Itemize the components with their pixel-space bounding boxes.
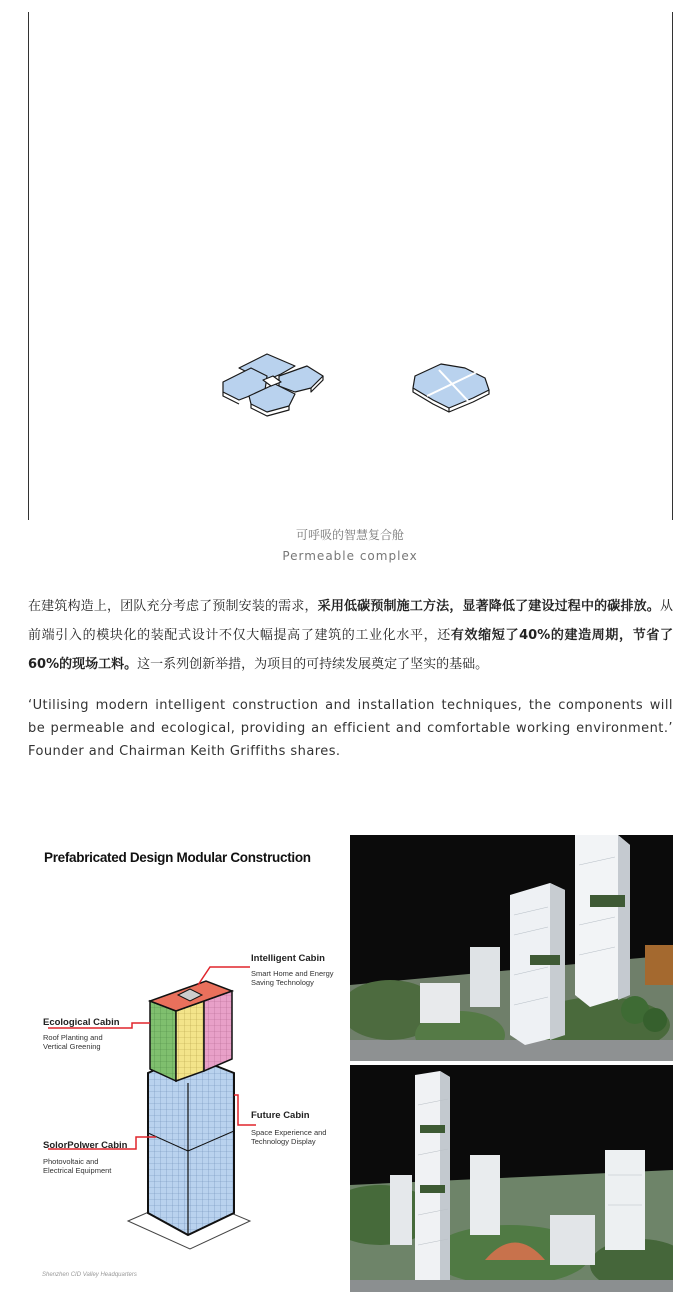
paragraph-zh-seg3: 从前端引入的模块化的装配式设计不仅大幅提高了建筑的工业化水平，还 xyxy=(28,599,673,643)
module-cluster-left xyxy=(223,354,323,416)
intelligent-cabin-label: Intelligent Cabin xyxy=(251,953,325,964)
module-cluster-right xyxy=(413,364,489,412)
permeable-complex-diagram xyxy=(28,12,673,520)
ecological-cabin-desc2: Vertical Greening xyxy=(43,1042,101,1051)
ecological-cabin-desc1: Roof Planting and xyxy=(43,1033,103,1042)
solar-cabin-label: SolorPolwer Cabin xyxy=(43,1140,128,1151)
future-cabin-label: Future Cabin xyxy=(251,1110,310,1121)
future-cabin-block xyxy=(176,1001,204,1081)
solar-cabin-desc1: Photovoltaic and xyxy=(43,1157,99,1166)
module-plan-drawings xyxy=(29,12,674,520)
caption-english: Permeable complex xyxy=(282,549,418,563)
future-cabin-desc2: Technology Display xyxy=(251,1137,316,1146)
caption-chinese: 可呼吸的智慧复合舱 xyxy=(295,528,404,542)
ecological-cabin-block xyxy=(150,1001,176,1081)
paragraph-zh-seg5: 这一系列创新举措，为项目的可持续发展奠定了坚实的基础。 xyxy=(137,657,489,672)
ecological-cabin-label: Ecological Cabin xyxy=(43,1017,120,1028)
modular-construction-diagram xyxy=(28,833,346,1292)
intelligent-cabin-block xyxy=(204,991,232,1071)
diagram-footnote: Shenzhen CID Valley Headquarters xyxy=(42,1272,137,1278)
paragraph-zh-seg1: 在建筑构造上，团队充分考虑了预制安装的需求， xyxy=(28,599,318,614)
paragraph-zh-seg4: 有效缩短了40%的建造周期，节省了60%的现场工料。 xyxy=(28,628,673,672)
intelligent-cabin-desc1: Smart Home and Energy xyxy=(251,969,334,978)
model-photo-bottom xyxy=(350,1065,673,1292)
paragraph-zh-seg2: 采用低碳预制施工方法，显著降低了建设过程中的碳排放。 xyxy=(317,599,660,614)
paragraph-chinese xyxy=(28,592,673,679)
future-cabin-desc1: Space Experience and xyxy=(251,1128,327,1137)
paragraph-english: ‘Utilising modern intelligent construction and installation techniques, the components will be permeable and ecological, providing an efficient and comfortable working environment.’ Founder and Chairman Keith Griffiths shares. xyxy=(28,698,673,759)
solar-cabin-desc2: Electrical Equipment xyxy=(43,1166,112,1175)
model-photo-top xyxy=(350,835,673,1061)
tower-illustration xyxy=(28,833,346,1292)
diagram-title: Prefabricated Design Modular Construction xyxy=(44,850,311,865)
tower-body xyxy=(148,1055,234,1235)
intelligent-cabin-desc2: Saving Technology xyxy=(251,978,314,987)
